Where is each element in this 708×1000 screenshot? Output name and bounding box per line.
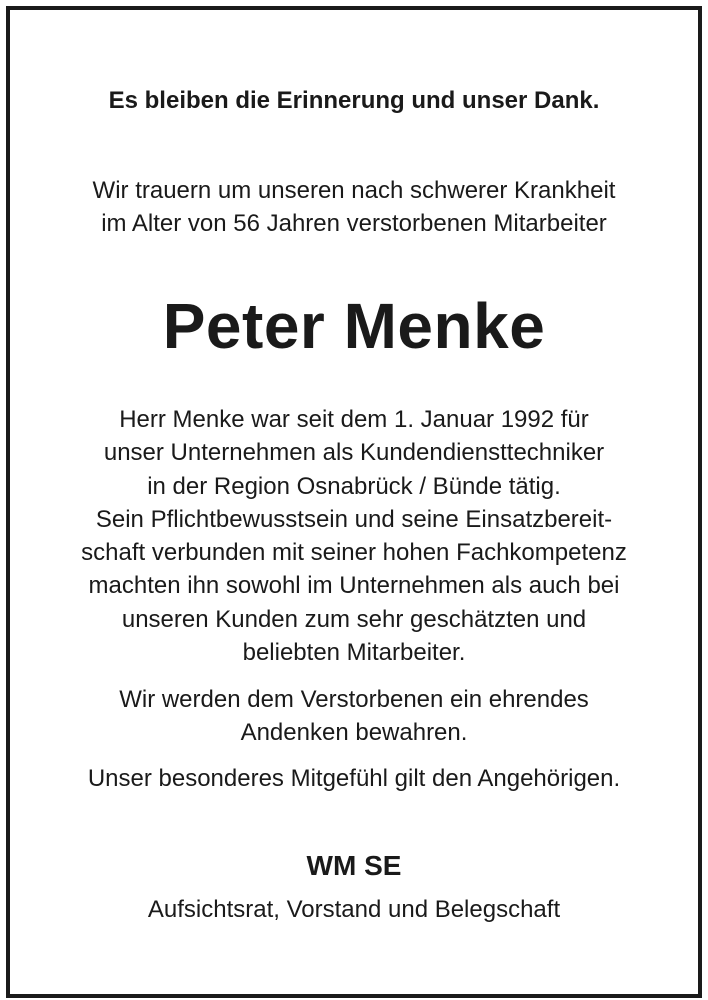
- tribute-line: Herr Menke war seit dem 1. Januar 1992 für: [119, 406, 589, 433]
- honor-line: Andenken bewahren.: [240, 719, 468, 746]
- tribute-line: in der Region Osnabrück / Bünde tätig.: [147, 472, 561, 500]
- intro-paragraph: [10, 174, 698, 240]
- signature-text: Aufsichtsrat, Vorstand und Belegschaft: [147, 896, 561, 923]
- deceased-name-text: Peter Menke: [162, 290, 546, 362]
- tribute-line: unseren Kunden zum sehr geschätzten und: [121, 605, 587, 633]
- tribute-line: schaft verbunden mit seiner hohen Fachkompetenz: [81, 539, 627, 567]
- intro-line: im Alter von 56 Jahren verstorbenen Mitarbeiter: [101, 210, 607, 237]
- intro-line: Wir trauern um unseren nach schwerer Krankheit: [92, 177, 616, 204]
- sympathy-text: Unser besonderes Mitgefühl gilt den Angehörigen.: [87, 765, 621, 792]
- tribute-line: beliebten Mitarbeiter.: [242, 639, 466, 667]
- company-name: [10, 848, 698, 884]
- tribute-line: machten ihn sowohl im Unternehmen als auch bei: [88, 572, 620, 600]
- headline-text: Es bleiben die Erinnerung und unser Dank.: [108, 87, 600, 114]
- deceased-name: [10, 286, 698, 366]
- obituary-notice-frame: [6, 6, 702, 998]
- tribute-line: Sein Pflichtbewusstsein und seine Einsatzbereit-: [95, 505, 613, 533]
- sympathy-paragraph: [10, 762, 698, 795]
- company-name-text: WM SE: [306, 850, 402, 881]
- honor-line: Wir werden dem Verstorbenen ein ehrendes: [119, 686, 589, 713]
- headline: [10, 86, 698, 116]
- tribute-line: unser Unternehmen als Kundendiensttechniker: [103, 439, 605, 467]
- honor-paragraph: [10, 683, 698, 749]
- signature-line: [10, 893, 698, 926]
- tribute-paragraph: [10, 403, 698, 669]
